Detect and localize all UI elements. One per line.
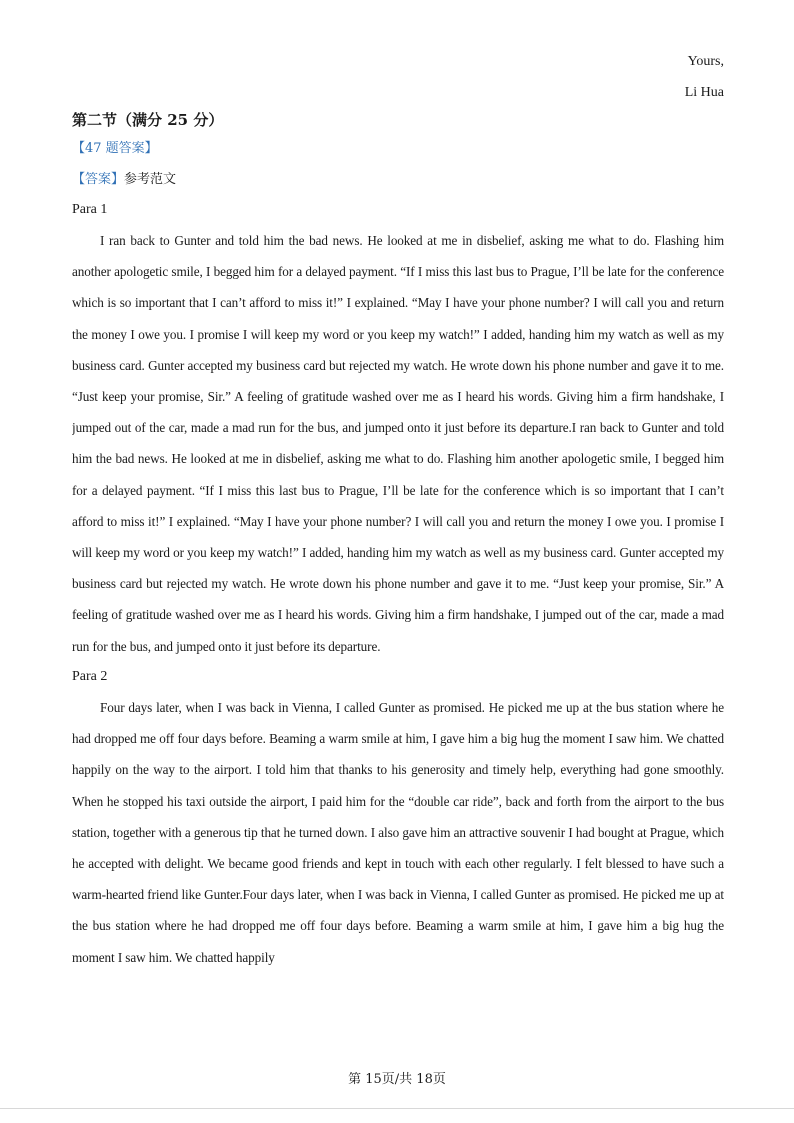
footer-divider bbox=[0, 1108, 794, 1109]
page-number: 第 15页/共 18页 bbox=[348, 1072, 446, 1087]
paragraph-label-2: Para 2 bbox=[72, 669, 108, 684]
paragraph-text-2: Four days later, when I was back in Vienna, I called Gunter as promised. He picked me up at the bus station where he had dropped me off four days before. Beaming a warm smile at him, I gave him a big hug the moment I saw him. We chatted happily on the way to the airport. I told him that thanks to his generosity and timely help, everything had gone smoothly. When he stopped his taxi outside the airport, I paid him for the “double car ride”, back and forth from the airport to the bus station, together with a generous tip that he turned down. I also gave him an attractive souvenir I had bought at Prague, which he accepted with delight. We became good friends and kept in touch with each other regularly. I felt blessed to have such a warm-hearted friend like Gunter.Four days later, when I was back in Vienna, I called Gunter as promised. He picked me up at the bus station where he had dropped me off four days before. Beaming a warm smile at him, I gave him a big hug the moment I saw him. We chatted happily bbox=[72, 700, 724, 965]
answer-label: 参考范文 bbox=[124, 172, 177, 187]
answer-line bbox=[72, 165, 724, 195]
closing-salutation: Yours, bbox=[687, 54, 724, 69]
closing-signature: Li Hua bbox=[684, 85, 724, 100]
paragraph-text-1: I ran back to Gunter and told him the bad news. He looked at me in disbelief, asking me what to do. Flashing him another apologetic smile, I begged him for a delayed payment. “If I miss this last bus to Prague, I’ll be late for the conference which is so important that I can’t afford to miss it!” I explained. “May I have your phone number? I will call you and return the money I owe you. I promise I will keep my word or you keep my watch!” I added, handing him my watch as well as my business card. Gunter accepted my business card but rejected my watch. He wrote down his phone number and gave it to me. “Just keep your promise, Sir.” A feeling of gratitude washed over me as I heard his words. Giving him a firm handshake, I jumped out of the car, made a mad run for the bus, and jumped onto it just before its departure.I ran back to Gunter and told him the bad news. He looked at me in disbelief, asking me what to do. Flashing him another apologetic smile, I begged him for a delayed payment. “If I miss this last bus to Prague, I’ll be late for the conference which is so important that I can’t afford to miss it!” I explained. “May I have your phone number? I will call you and return the money I owe you. I promise I will keep my word or you keep my watch!” I added, handing him my watch as well as my business card. Gunter accepted my business card but rejected my watch. He wrote down his phone number and gave it to me. “Just keep your promise, Sir.” A feeling of gratitude washed over me as I heard his words. Giving him a firm handshake, I jumped out of the car, made a mad run for the bus, and jumped onto it just before its departure. bbox=[72, 233, 724, 654]
main-content bbox=[72, 107, 724, 972]
paragraph-label-1: Para 1 bbox=[72, 202, 108, 217]
letter-closing bbox=[685, 46, 724, 108]
answer-tag: 【答案】 bbox=[72, 172, 125, 187]
answer-heading: 【47 题答案】 bbox=[72, 141, 158, 156]
section-title: 第二节（满分 25 分） bbox=[72, 111, 224, 129]
